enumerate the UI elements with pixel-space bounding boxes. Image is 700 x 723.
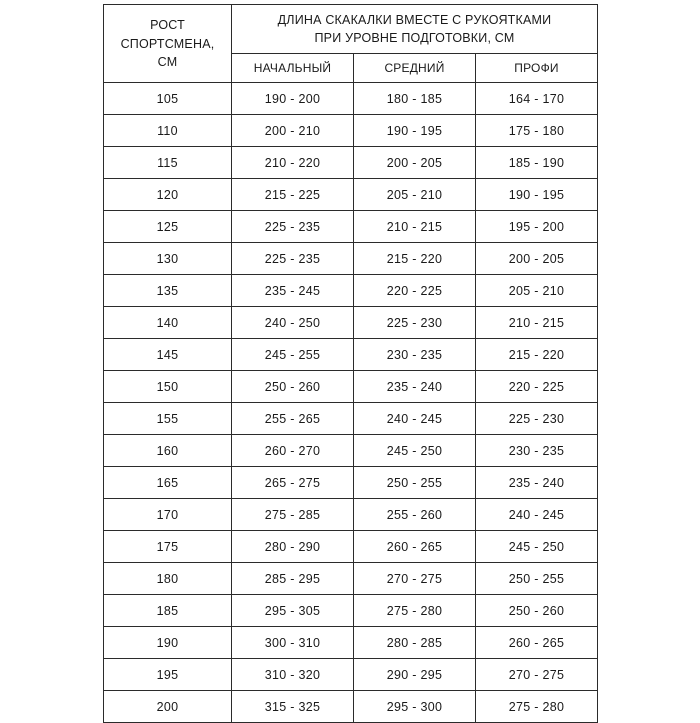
cell-pro: 230 - 235 [476, 435, 598, 467]
cell-height: 135 [104, 275, 232, 307]
cell-beginner: 295 - 305 [232, 595, 354, 627]
cell-middle: 260 - 265 [354, 531, 476, 563]
cell-height: 170 [104, 499, 232, 531]
cell-middle: 270 - 275 [354, 563, 476, 595]
cell-pro: 164 - 170 [476, 83, 598, 115]
cell-middle: 225 - 230 [354, 307, 476, 339]
cell-beginner: 215 - 225 [232, 179, 354, 211]
header-row-top [104, 5, 598, 54]
cell-height: 150 [104, 371, 232, 403]
table-row [104, 403, 598, 435]
cell-middle: 210 - 215 [354, 211, 476, 243]
cell-height: 165 [104, 467, 232, 499]
cell-middle: 220 - 225 [354, 275, 476, 307]
cell-beginner: 225 - 235 [232, 211, 354, 243]
header-rope-length [232, 5, 598, 54]
cell-beginner: 240 - 250 [232, 307, 354, 339]
cell-height: 125 [104, 211, 232, 243]
cell-height: 115 [104, 147, 232, 179]
table-row [104, 147, 598, 179]
table-row [104, 339, 598, 371]
header-level-beginner: НАЧАЛЬНЫЙ [232, 54, 354, 83]
cell-height: 105 [104, 83, 232, 115]
cell-pro: 240 - 245 [476, 499, 598, 531]
cell-pro: 175 - 180 [476, 115, 598, 147]
cell-middle: 190 - 195 [354, 115, 476, 147]
cell-beginner: 235 - 245 [232, 275, 354, 307]
table-row [104, 595, 598, 627]
cell-pro: 225 - 230 [476, 403, 598, 435]
cell-beginner: 245 - 255 [232, 339, 354, 371]
cell-middle: 295 - 300 [354, 691, 476, 723]
cell-pro: 270 - 275 [476, 659, 598, 691]
cell-middle: 230 - 235 [354, 339, 476, 371]
cell-pro: 245 - 250 [476, 531, 598, 563]
table-row [104, 563, 598, 595]
cell-pro: 215 - 220 [476, 339, 598, 371]
header-height-line1: РОСТ [150, 18, 185, 33]
cell-beginner: 275 - 285 [232, 499, 354, 531]
cell-beginner: 300 - 310 [232, 627, 354, 659]
table-row [104, 659, 598, 691]
header-height-line2: СПОРТСМЕНА, [120, 36, 215, 51]
cell-pro: 185 - 190 [476, 147, 598, 179]
cell-beginner: 310 - 320 [232, 659, 354, 691]
cell-pro: 200 - 205 [476, 243, 598, 275]
cell-height: 175 [104, 531, 232, 563]
cell-height: 185 [104, 595, 232, 627]
cell-height: 120 [104, 179, 232, 211]
cell-beginner: 285 - 295 [232, 563, 354, 595]
table-row [104, 627, 598, 659]
table-row [104, 371, 598, 403]
header-level-pro: ПРОФИ [476, 54, 598, 83]
cell-height: 190 [104, 627, 232, 659]
cell-middle: 255 - 260 [354, 499, 476, 531]
cell-height: 160 [104, 435, 232, 467]
table-row [104, 275, 598, 307]
cell-pro: 210 - 215 [476, 307, 598, 339]
cell-height: 195 [104, 659, 232, 691]
cell-pro: 260 - 265 [476, 627, 598, 659]
cell-pro: 190 - 195 [476, 179, 598, 211]
cell-middle: 275 - 280 [354, 595, 476, 627]
table-row [104, 467, 598, 499]
cell-middle: 290 - 295 [354, 659, 476, 691]
header-height-line3: СМ [157, 54, 178, 69]
cell-middle: 250 - 255 [354, 467, 476, 499]
cell-height: 140 [104, 307, 232, 339]
cell-beginner: 265 - 275 [232, 467, 354, 499]
cell-middle: 215 - 220 [354, 243, 476, 275]
cell-middle: 205 - 210 [354, 179, 476, 211]
cell-beginner: 260 - 270 [232, 435, 354, 467]
table-row [104, 435, 598, 467]
cell-pro: 235 - 240 [476, 467, 598, 499]
table-header [104, 5, 598, 83]
table-row [104, 179, 598, 211]
cell-pro: 250 - 260 [476, 595, 598, 627]
cell-pro: 275 - 280 [476, 691, 598, 723]
cell-height: 155 [104, 403, 232, 435]
table-row [104, 307, 598, 339]
cell-beginner: 250 - 260 [232, 371, 354, 403]
jump-rope-size-table [103, 4, 598, 723]
cell-height: 130 [104, 243, 232, 275]
cell-height: 180 [104, 563, 232, 595]
header-height [104, 5, 232, 83]
header-level-middle: СРЕДНИЙ [354, 54, 476, 83]
header-rope-length-line1: ДЛИНА СКАКАЛКИ ВМЕСТЕ С РУКОЯТКАМИ [277, 13, 552, 27]
table-row [104, 211, 598, 243]
table-row [104, 115, 598, 147]
cell-beginner: 280 - 290 [232, 531, 354, 563]
cell-pro: 195 - 200 [476, 211, 598, 243]
table-row [104, 691, 598, 723]
table-row [104, 531, 598, 563]
cell-middle: 235 - 240 [354, 371, 476, 403]
cell-beginner: 255 - 265 [232, 403, 354, 435]
cell-height: 145 [104, 339, 232, 371]
cell-pro: 205 - 210 [476, 275, 598, 307]
cell-beginner: 315 - 325 [232, 691, 354, 723]
table-row [104, 499, 598, 531]
cell-pro: 250 - 255 [476, 563, 598, 595]
cell-beginner: 225 - 235 [232, 243, 354, 275]
cell-beginner: 190 - 200 [232, 83, 354, 115]
table-row [104, 83, 598, 115]
cell-middle: 240 - 245 [354, 403, 476, 435]
header-rope-length-line2: ПРИ УРОВНЕ ПОДГОТОВКИ, СМ [314, 31, 515, 46]
cell-middle: 200 - 205 [354, 147, 476, 179]
cell-beginner: 200 - 210 [232, 115, 354, 147]
cell-middle: 180 - 185 [354, 83, 476, 115]
table-body [104, 83, 598, 723]
cell-height: 110 [104, 115, 232, 147]
cell-middle: 280 - 285 [354, 627, 476, 659]
table-row [104, 243, 598, 275]
cell-height: 200 [104, 691, 232, 723]
cell-middle: 245 - 250 [354, 435, 476, 467]
cell-beginner: 210 - 220 [232, 147, 354, 179]
cell-pro: 220 - 225 [476, 371, 598, 403]
